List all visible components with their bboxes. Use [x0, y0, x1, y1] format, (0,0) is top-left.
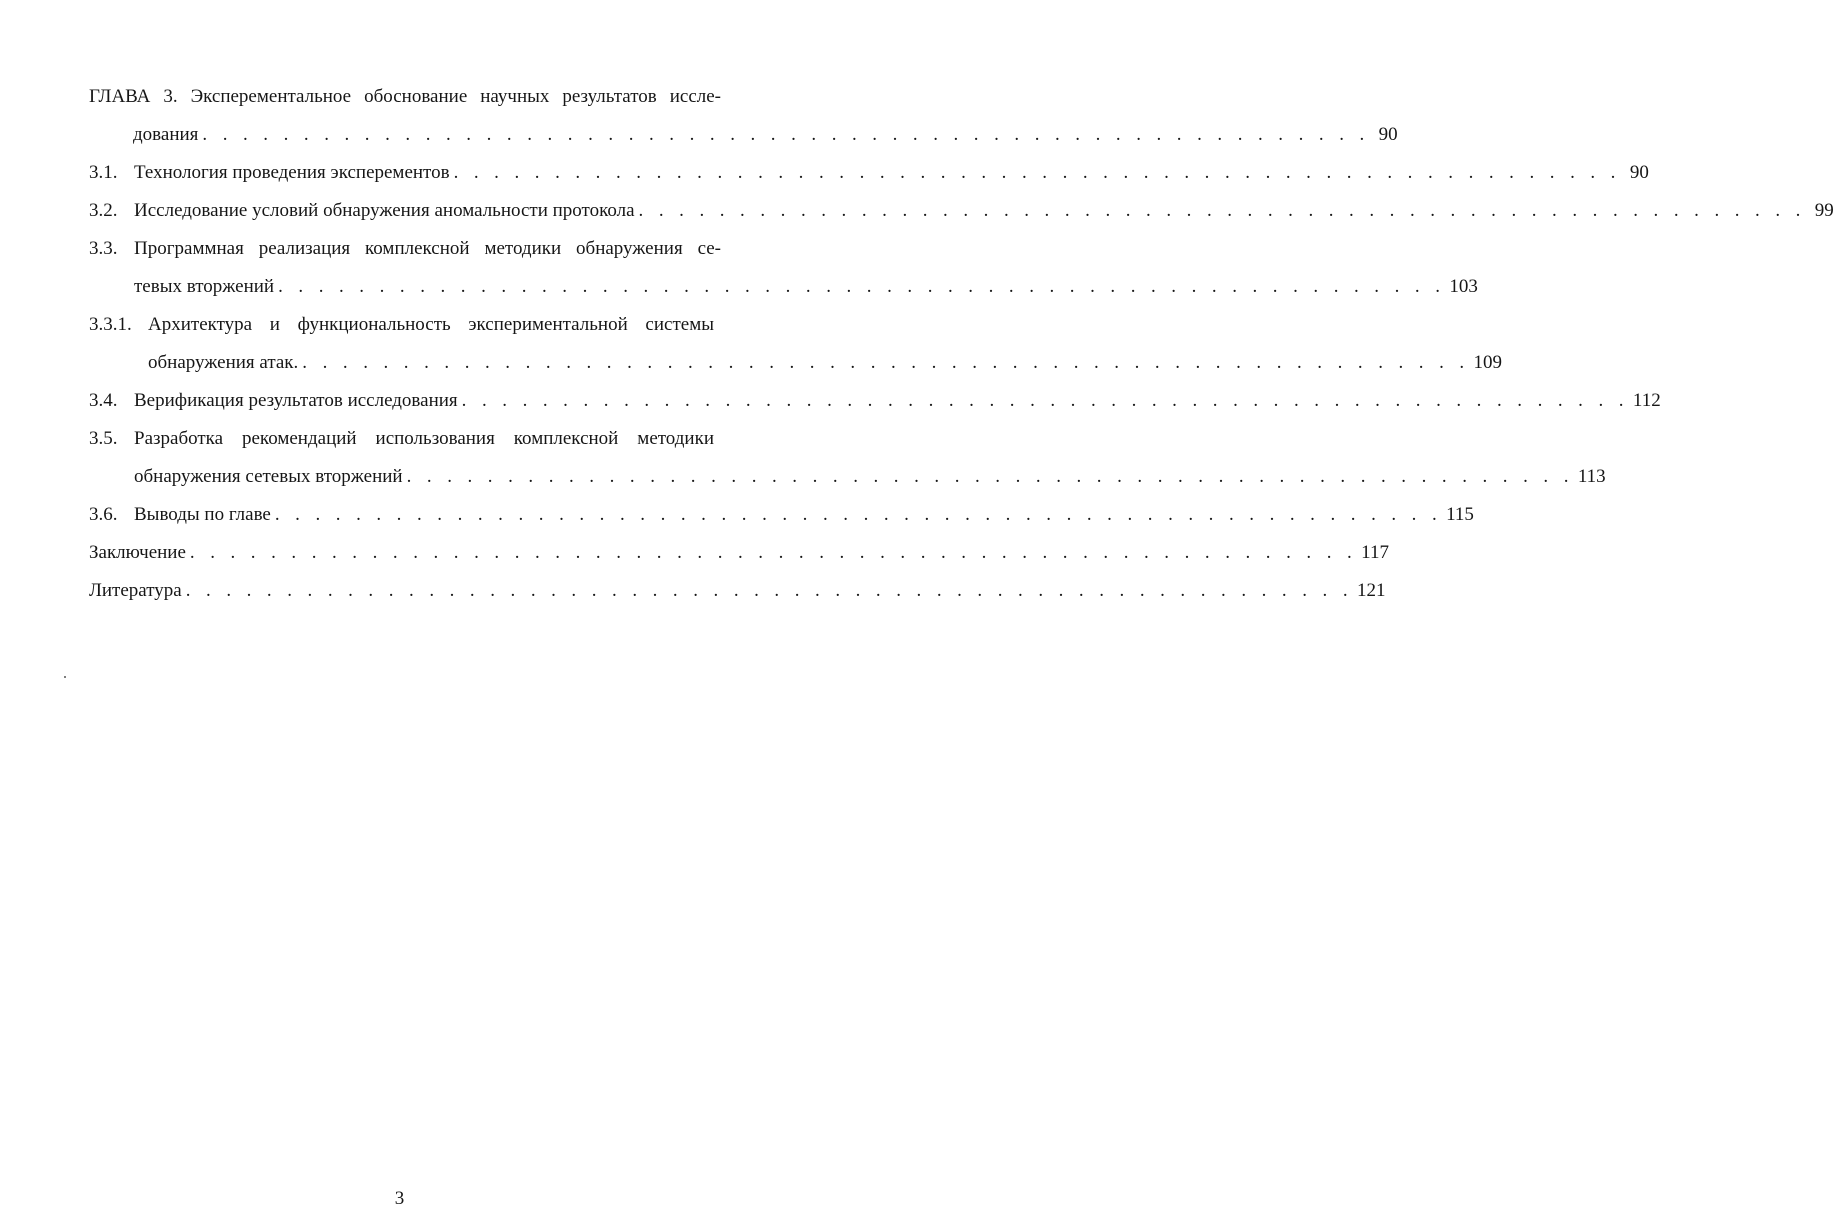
toc-entry-chapter-3[interactable]: [89, 82, 1398, 158]
dot-leader: . . . . . . . . . . . . . . . . . . . . . . . . . . . . . . . . . . . . . . . . . . . . . . . . . . . . . . . . . .: [278, 276, 1446, 297]
toc-entry-section-3-6[interactable]: [89, 500, 1474, 538]
toc-entry-title: Технология проведения эксперементов: [134, 162, 450, 183]
toc-page-number: 121: [1356, 580, 1386, 601]
toc-entry-title: Программная реализация комплексной методики обнаружения се-: [134, 238, 721, 259]
scan-speck: [64, 676, 66, 678]
toc-entry-conclusion[interactable]: [89, 538, 1389, 576]
toc-entry-section-3-1[interactable]: [89, 158, 1649, 196]
toc-entry-title: Разработка рекомендаций использования комплексной методики: [134, 428, 714, 449]
dot-leader: . . . . . . . . . . . . . . . . . . . . . . . . . . . . . . . . . . . . . . . . . . . . . . . . . . . . . . . . . .: [302, 352, 1470, 373]
toc-leader-row: [89, 538, 1389, 568]
dot-leader: . . . . . . . . . . . . . . . . . . . . . . . . . . . . . . . . . . . . . . . . . . . . . . . . . . . . . . . . . .: [274, 504, 1443, 525]
toc-page-number: 115: [1446, 504, 1474, 525]
toc-entry-section-3-3[interactable]: [89, 234, 1478, 310]
toc-entry-section-3-4[interactable]: [89, 386, 1661, 424]
toc-leader-row: [134, 272, 1478, 302]
table-of-contents: [89, 82, 1834, 614]
toc-section-number: 3.4.: [89, 390, 118, 411]
toc-section-number: 3.1.: [89, 162, 118, 183]
page-number: 3: [394, 1188, 405, 1209]
toc-page-number: 113: [1577, 466, 1606, 487]
toc-entry-title-cont: обнаружения атак.: [148, 352, 299, 373]
toc-page-number: 109: [1473, 352, 1503, 373]
toc-page-number: 117: [1361, 542, 1389, 563]
dot-leader: . . . . . . . . . . . . . . . . . . . . . . . . . . . . . . . . . . . . . . . . . . . . . . . . . . . . . . . . . .: [189, 542, 1358, 563]
toc-entry-literature[interactable]: [89, 576, 1386, 614]
dot-leader: . . . . . . . . . . . . . . . . . . . . . . . . . . . . . . . . . . . . . . . . . . . . . . . . . . . . . . . . . .: [202, 124, 1370, 145]
toc-leader-row: [134, 386, 1661, 416]
toc-entry-section-3-2[interactable]: [89, 196, 1834, 234]
toc-entry-title: Выводы по главе: [134, 504, 271, 525]
toc-entry-title: Исследование условий обнаружения аномальности протокола: [134, 200, 635, 221]
toc-entry-second-line: [89, 120, 1398, 150]
toc-leader-row: [148, 348, 1503, 378]
toc-page-number: 90: [1378, 124, 1398, 145]
toc-section-number: 3.3.1.: [89, 314, 132, 335]
toc-page-number: 112: [1632, 390, 1661, 411]
dot-leader: . . . . . . . . . . . . . . . . . . . . . . . . . . . . . . . . . . . . . . . . . . . . . . . . . . . . . . . . . .: [185, 580, 1353, 601]
toc-entry-title-cont: дования: [133, 124, 199, 145]
dot-leader: . . . . . . . . . . . . . . . . . . . . . . . . . . . . . . . . . . . . . . . . . . . . . . . . . . . . . . . . . .: [453, 162, 1621, 183]
toc-entry-title-cont: тевых вторжений: [134, 276, 275, 297]
toc-entry-section-3-5[interactable]: [89, 424, 1606, 500]
toc-entry-title: ГЛАВА 3. Эксперементальное обоснование научных результатов иссле-: [89, 86, 721, 107]
toc-leader-row: [133, 120, 1398, 150]
toc-page-number: 90: [1629, 162, 1649, 183]
toc-entry-title: Заключение: [89, 542, 186, 563]
toc-entry-section-3-3-1[interactable]: [89, 310, 1503, 386]
toc-leader-row: [134, 462, 1606, 492]
toc-section-number: 3.6.: [89, 504, 118, 525]
toc-entry-title: Литература: [89, 580, 182, 601]
toc-page-number: 99: [1814, 200, 1834, 221]
toc-entry-title-cont: обнаружения сетевых вторжений: [134, 466, 403, 487]
dot-leader: . . . . . . . . . . . . . . . . . . . . . . . . . . . . . . . . . . . . . . . . . . . . . . . . . . . . . . . . . .: [638, 200, 1806, 221]
toc-entry-first-line: [89, 82, 765, 112]
toc-section-number: 3.2.: [89, 200, 118, 221]
toc-leader-row: [134, 500, 1474, 530]
toc-page-number: 103: [1449, 276, 1478, 297]
toc-entry-title: Архитектура и функциональность экспериментальной системы: [148, 314, 714, 335]
toc-leader-row: [134, 158, 1649, 188]
dot-leader: . . . . . . . . . . . . . . . . . . . . . . . . . . . . . . . . . . . . . . . . . . . . . . . . . . . . . . . . . .: [406, 466, 1574, 487]
toc-entry-title: Верификация результатов исследования: [134, 390, 458, 411]
toc-leader-row: [89, 576, 1386, 606]
dot-leader: . . . . . . . . . . . . . . . . . . . . . . . . . . . . . . . . . . . . . . . . . . . . . . . . . . . . . . . . . .: [461, 390, 1629, 411]
toc-leader-row: [134, 196, 1834, 226]
toc-section-number: 3.5.: [89, 428, 118, 449]
toc-section-number: 3.3.: [89, 238, 118, 259]
